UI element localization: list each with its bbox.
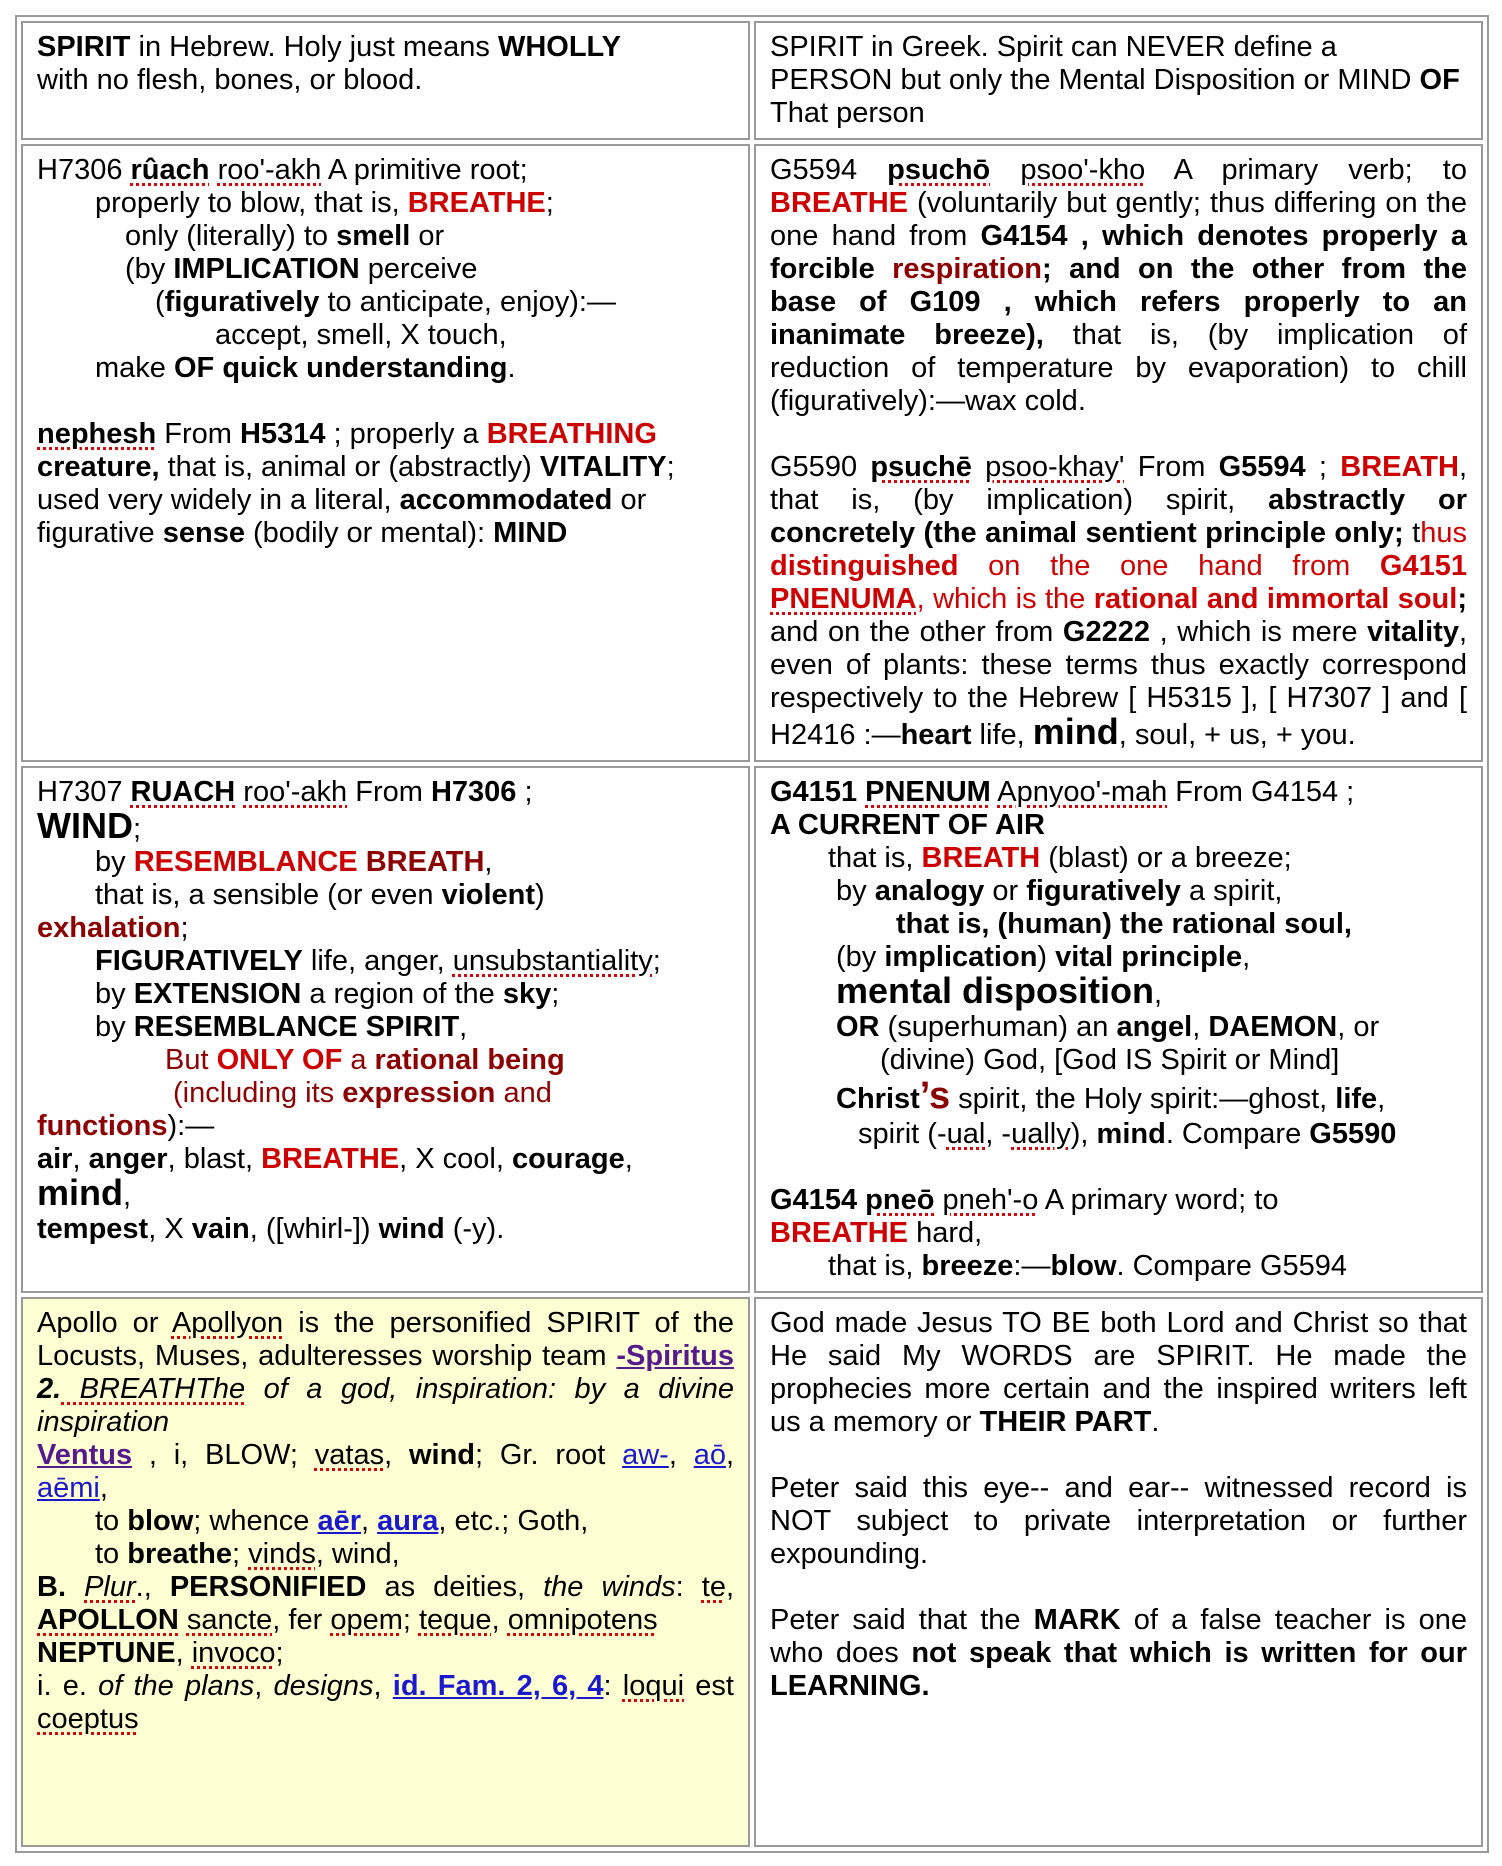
spiritus-link[interactable]: -Spiritus — [616, 1340, 735, 1372]
ao-link[interactable]: aō — [693, 1439, 726, 1471]
text: vinds — [248, 1538, 316, 1570]
headword: RUACH — [130, 776, 236, 808]
text: RESEMBLANCE — [133, 846, 358, 878]
text: ) — [535, 879, 545, 911]
text: SPIRIT — [37, 31, 131, 63]
text: (superhuman) an — [879, 1011, 1117, 1043]
text: as deities, — [366, 1571, 544, 1603]
text: only (literally) to — [125, 220, 337, 252]
text: G5594 — [1218, 451, 1306, 483]
text: , — [99, 1472, 108, 1504]
text: ) — [1037, 941, 1056, 973]
text: vitality — [1367, 616, 1459, 648]
text: , blast, — [167, 1143, 262, 1175]
text: BREATHThe — [61, 1373, 246, 1405]
text: omnipotens — [507, 1604, 658, 1636]
text: ONLY OF — [216, 1044, 343, 1076]
pneuma-pneo-cell — [754, 766, 1483, 1293]
strong-number: G5594 — [770, 154, 888, 186]
headword: rûach — [130, 154, 210, 186]
text: G5590 — [1309, 1118, 1397, 1150]
header-row — [21, 21, 1483, 140]
text: violent — [441, 879, 536, 911]
strong-number: G4154 — [770, 1184, 866, 1216]
text: of a god, inspiration: by a divine inspiration — [37, 1373, 734, 1438]
text: BREATH — [1340, 451, 1459, 483]
text: From — [1124, 451, 1219, 483]
aer-link[interactable]: aēr — [317, 1505, 361, 1537]
text: , — [373, 1670, 393, 1702]
text: unsubstantiality — [452, 945, 653, 977]
strong-number: G5590 — [770, 451, 871, 483]
text: rational being — [374, 1044, 565, 1076]
text: and — [495, 1077, 552, 1109]
paragraph — [770, 1307, 1467, 1439]
text: From — [156, 418, 241, 450]
text: tempest — [37, 1213, 149, 1245]
text: that is, — [828, 1250, 922, 1282]
text: DAEMON — [1208, 1011, 1338, 1043]
text: PNENUMA — [770, 583, 917, 615]
text: ; — [1457, 583, 1467, 615]
text: mental disposition — [836, 970, 1155, 1011]
lexicon-table-frame — [15, 15, 1489, 1853]
text: wind — [378, 1213, 445, 1245]
text: blow — [1050, 1250, 1117, 1282]
text: (divine) God, [God IS Spirit or Mind] — [880, 1044, 1340, 1076]
text: , — [384, 1439, 409, 1471]
text: BREATHE — [770, 187, 909, 219]
text: exhalation — [37, 912, 181, 944]
text: H5314 — [240, 418, 326, 450]
text: BREATHE — [261, 1143, 400, 1175]
text: vain — [191, 1213, 250, 1245]
text: te — [701, 1571, 726, 1603]
text: Apollyon — [171, 1307, 284, 1339]
text: G4151 — [1379, 550, 1467, 582]
text: distinguished — [770, 550, 959, 582]
text: , — [491, 1604, 508, 1636]
text: , — [484, 846, 493, 878]
text: not speak that which is written for our LEARNING. — [770, 1637, 1467, 1702]
text: , — [1242, 941, 1251, 973]
text: ; properly a — [325, 418, 487, 450]
psucho-entry — [770, 154, 1467, 418]
text: APOLLON — [37, 1604, 179, 1636]
text: coeptus — [37, 1703, 139, 1735]
text: , — [254, 1670, 274, 1702]
pronunciation: pneh'-o — [942, 1184, 1039, 1216]
text: A primary word; to — [1038, 1184, 1279, 1216]
pronunciation: roo'-akh — [217, 154, 322, 186]
text: the winds — [543, 1571, 676, 1603]
text: . Compare G5594 — [1116, 1250, 1348, 1282]
headword: psuchō — [887, 154, 991, 186]
text: , — [1377, 1083, 1386, 1115]
text: anger — [88, 1143, 168, 1175]
ruach-wind-cell — [21, 766, 750, 1293]
text: accept, smell, X touch, — [215, 319, 507, 351]
text: designs — [273, 1670, 374, 1702]
text: vatas — [314, 1439, 385, 1471]
text — [66, 1571, 84, 1603]
text: , — [1154, 978, 1163, 1010]
text: to — [95, 1538, 128, 1570]
text: (by — [125, 253, 174, 285]
strong-number: H7306 — [37, 154, 131, 186]
ruach-entry — [37, 154, 734, 385]
text: , - — [985, 1118, 1012, 1150]
text: , which is mere — [1150, 616, 1368, 648]
text: A CURRENT OF AIR — [770, 809, 1045, 841]
text: RESEMBLANCE SPIRIT — [133, 1011, 460, 1043]
text: by — [95, 978, 134, 1010]
text: or — [410, 220, 445, 252]
text: , etc.; Goth, — [438, 1505, 589, 1537]
paragraph: Peter said this eye-- and ear-- witnessed record is NOT subject to private interpretation or further expounding. — [770, 1472, 1467, 1570]
text: opem — [330, 1604, 403, 1636]
text: functions — [37, 1110, 168, 1142]
text: properly to blow, that is, — [95, 187, 408, 219]
text: courage — [511, 1143, 625, 1175]
text: MIND — [493, 517, 568, 549]
text: sancte — [186, 1604, 273, 1636]
text: ; used very widely in a literal, — [37, 451, 675, 516]
text: (including its — [173, 1077, 343, 1109]
text: spirit, the Holy spirit:—ghost, — [950, 1083, 1336, 1115]
text: hard, — [908, 1217, 983, 1249]
text: OF — [1419, 64, 1460, 96]
text: mind — [37, 1172, 123, 1213]
text: vital principle — [1055, 941, 1243, 973]
text: G4154 , which denotes properly a forcible — [770, 220, 1467, 285]
text — [179, 1604, 187, 1636]
lexicon-table — [17, 17, 1487, 1851]
text: Plur — [84, 1571, 136, 1603]
text: ; — [1305, 451, 1341, 483]
text: BREATHING — [486, 418, 657, 450]
aemi-link[interactable]: aēmi — [37, 1472, 100, 1504]
aw-link[interactable]: aw- — [622, 1439, 669, 1471]
text: by — [95, 1011, 134, 1043]
text: blow — [127, 1505, 194, 1537]
id-fam-link[interactable]: id. Fam. 2, 6, 4 — [392, 1670, 604, 1702]
text: ; — [232, 1538, 249, 1570]
headword: PNENUM — [865, 776, 991, 808]
paragraph — [770, 1604, 1467, 1703]
text: , wind, — [315, 1538, 400, 1570]
text: make — [95, 352, 174, 384]
text: God made Jesus TO BE both Lord and Christ so that He said My WORDS are SPIRIT. He made the prophecies more certain and the inspired writers left us a memory or — [770, 1307, 1467, 1438]
text: . — [507, 352, 516, 384]
text: to — [95, 1505, 128, 1537]
nephesh-entry — [37, 418, 734, 550]
text: , i, BLOW; — [132, 1439, 315, 1471]
text: ( — [155, 286, 165, 318]
text: on the one hand from — [958, 550, 1380, 582]
text: a — [342, 1044, 375, 1076]
text: ual — [946, 1118, 986, 1150]
text: ; whence — [193, 1505, 318, 1537]
text: heart — [900, 719, 972, 751]
ruach-nephesh-cell — [21, 144, 750, 762]
text: FIGURATIVELY — [95, 945, 303, 977]
text: teque — [418, 1604, 492, 1636]
text: BREATHE — [407, 187, 546, 219]
text: OR — [836, 1011, 880, 1043]
text: , or — [1337, 1011, 1380, 1043]
text: and on the other from — [770, 616, 1063, 648]
text: to anticipate, enjoy):— — [319, 286, 616, 318]
pronunciation: psoo-khay' — [985, 451, 1125, 483]
text: But — [165, 1044, 217, 1076]
text: : — [603, 1670, 623, 1702]
breathe-row — [21, 144, 1483, 762]
text: , — [72, 1143, 89, 1175]
apollo-cell — [21, 1297, 750, 1847]
text: 2. — [37, 1373, 62, 1405]
text: Christ — [836, 1083, 920, 1115]
text: that is, (human) the rational soul, — [896, 908, 1352, 940]
text: sky — [502, 978, 552, 1010]
text: (bodily or mental): — [244, 517, 494, 549]
text: Peter said that the — [770, 1604, 1034, 1636]
text: , — [123, 1180, 132, 1212]
text: (by — [836, 941, 885, 973]
text: , that is, (by implication) spirit, — [770, 451, 1467, 516]
text: in Hebrew. Holy just means — [130, 31, 498, 63]
text: est — [684, 1670, 734, 1702]
text: , — [624, 1143, 633, 1175]
text: PERSONIFIED — [169, 1571, 367, 1603]
text: OF quick understanding — [173, 352, 508, 384]
text: ; Gr. root — [475, 1439, 623, 1471]
text: ually — [1011, 1118, 1071, 1150]
text: BREATHE — [770, 1217, 909, 1249]
text: , soul, + us, + you. — [1118, 719, 1356, 751]
text: figuratively — [1026, 875, 1181, 907]
text: ), — [1070, 1118, 1097, 1150]
text: , X — [148, 1213, 192, 1245]
text: , — [725, 1571, 735, 1603]
strong-number: G4151 — [770, 776, 866, 808]
text: ; — [402, 1604, 419, 1636]
text: THEIR PART — [979, 1406, 1152, 1438]
text: or — [984, 875, 1027, 907]
text: figuratively — [164, 286, 320, 318]
text: , — [360, 1505, 378, 1537]
ventus-link[interactable]: Ventus — [37, 1439, 133, 1471]
text: SPIRIT in Greek. Spirit can NEVER define a PERSON but only the Mental Disposition or MIND — [770, 31, 1420, 96]
headword: nephesh — [37, 418, 157, 450]
greek-header-cell — [754, 21, 1483, 140]
text: breathe — [127, 1538, 233, 1570]
text: by — [95, 846, 134, 878]
text: t — [1403, 517, 1421, 549]
text: EXTENSION — [133, 978, 302, 1010]
text: , fer — [272, 1604, 331, 1636]
psucho-psuche-cell — [754, 144, 1483, 762]
text: creature, — [37, 451, 160, 483]
text: perceive — [359, 253, 478, 285]
text: MARK — [1033, 1604, 1121, 1636]
text: BREATH — [357, 846, 485, 878]
text: air — [37, 1143, 73, 1175]
text: ; — [275, 1637, 284, 1669]
text: IMPLICATION — [173, 253, 360, 285]
text: BREATH — [921, 842, 1041, 874]
text: or figurative — [37, 484, 647, 549]
text: a region of the — [301, 978, 503, 1010]
text: loqui — [622, 1670, 685, 1702]
text: by — [836, 875, 875, 907]
wind-row — [21, 766, 1483, 1293]
text: , ([whirl-]) — [249, 1213, 379, 1245]
text: B. — [37, 1571, 66, 1603]
text: ., — [135, 1571, 170, 1603]
text: :— — [1013, 1250, 1051, 1282]
text: is the personified SPIRIT of the Locusts, Muses, adulteresses worship team — [37, 1307, 735, 1372]
text: sense — [162, 517, 245, 549]
text: life, — [971, 719, 1033, 751]
text: ; — [545, 187, 554, 219]
text: , — [459, 1011, 468, 1043]
text: From G4154 ; — [1167, 776, 1355, 808]
text: G2222 — [1062, 616, 1150, 648]
text: analogy — [874, 875, 985, 907]
text: ; — [551, 978, 560, 1010]
text: : — [675, 1571, 702, 1603]
text: ; — [132, 813, 142, 845]
text: of the plans — [98, 1670, 255, 1702]
text: i. e. — [37, 1670, 99, 1702]
text: of a false teacher is one who does — [770, 1604, 1467, 1669]
text: (-y). — [444, 1213, 505, 1245]
text: ’s — [919, 1075, 951, 1117]
text: ; — [516, 776, 533, 808]
pronunciation: Apnyoo'-mah — [997, 776, 1168, 808]
text: That person — [770, 97, 925, 129]
text: angel — [1116, 1011, 1193, 1043]
pronunciation: roo'-akh — [243, 776, 348, 808]
text: ; — [652, 945, 661, 977]
text: VITALITY — [539, 451, 667, 483]
text: wind — [408, 1439, 475, 1471]
text: mind — [1096, 1118, 1166, 1150]
text: accommodated — [399, 484, 613, 516]
text: WIND — [37, 805, 133, 846]
text: , even of plants: these terms thus exactly correspond respectively to the Hebrew [ H5315 ], [ H7307 ] and [ H2416 :— — [770, 616, 1468, 751]
text: a spirit, — [1180, 875, 1283, 907]
text: mind — [1032, 711, 1119, 752]
text: , — [175, 1637, 192, 1669]
headword: pneō — [865, 1184, 935, 1216]
hebrew-header-cell — [21, 21, 750, 140]
text: that is, a sensible (or even — [95, 879, 442, 911]
text: breeze — [921, 1250, 1014, 1282]
text: , — [725, 1439, 735, 1471]
text: , which is the — [916, 583, 1094, 615]
aura-link[interactable]: aura — [377, 1505, 439, 1537]
text: . Compare — [1165, 1118, 1310, 1150]
text: life, anger, — [302, 945, 453, 977]
text: , — [668, 1439, 694, 1471]
text: invoco — [191, 1637, 276, 1669]
text: that is, (by implication of reduction of temperature by evaporation) to chill (figuratively):—wax cold. — [770, 319, 1467, 417]
text: life — [1335, 1083, 1378, 1115]
god-made-jesus-cell — [754, 1297, 1483, 1847]
text: H7306 — [430, 776, 517, 808]
text: implication — [884, 941, 1038, 973]
text: . — [1151, 1406, 1160, 1438]
text: , — [1192, 1011, 1209, 1043]
text: hus — [1420, 517, 1467, 549]
strong-number: H7307 — [37, 776, 131, 808]
text: (blast) or a breeze; — [1040, 842, 1292, 874]
text: ; and on the other from the base of G109 , which refers properly to an inanimate breeze), — [770, 253, 1467, 351]
text: WHOLLY — [497, 31, 621, 63]
text: with no flesh, bones, or blood. — [37, 64, 423, 96]
text: that is, — [828, 842, 922, 874]
text: A primary verb; to — [1145, 154, 1467, 186]
text: spirit (- — [858, 1118, 947, 1150]
text: ):— — [167, 1110, 215, 1142]
text: From — [347, 776, 431, 808]
text: that is, animal or (abstractly) — [159, 451, 540, 483]
headword: psuchē — [870, 451, 972, 483]
text: A primitive root; — [321, 154, 528, 186]
text: (voluntarily but gently; thus differing on the one hand from — [770, 187, 1467, 252]
text: smell — [336, 220, 411, 252]
psuche-entry — [770, 451, 1467, 752]
commentary-row — [21, 1297, 1483, 1847]
text: expression — [342, 1077, 496, 1109]
text: Apollo or — [37, 1307, 172, 1339]
text: ; — [180, 912, 189, 944]
text: rational and immortal soul — [1093, 583, 1458, 615]
text: respiration — [892, 253, 1043, 285]
pronunciation: psoo'-kho — [1020, 154, 1146, 186]
text: abstractly or concretely (the animal sentient principle only; — [770, 484, 1467, 549]
text: NEPTUNE — [37, 1637, 176, 1669]
text: , X cool, — [399, 1143, 512, 1175]
